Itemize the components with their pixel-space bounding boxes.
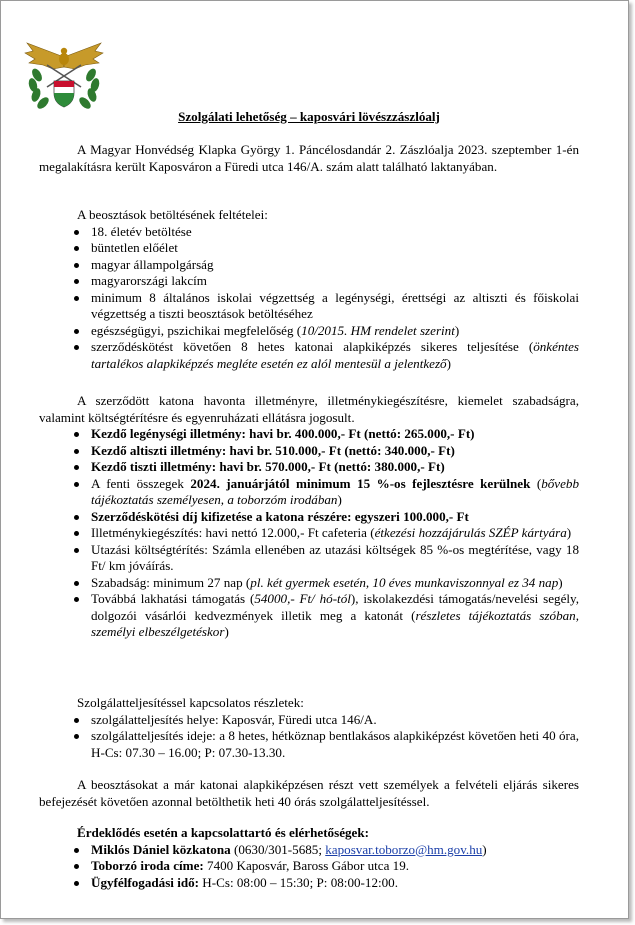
benefits-intro: A szerződött katona havonta illetményre, illetménykiegészítésre, kiemelet szabadságra, valamint költségtérítésre és egyenruházati ellátásra jogosult. <box>39 393 579 425</box>
list-item: Szerződéskötési díj kifizetése a katona részére: egyszeri 100.000,- Ft <box>39 509 579 526</box>
list-item: szerződéskötést követően 8 hetes katonai alapkiképzés sikeres teljesítése (önkéntes tartalékos alapkiképzés megléte esetén ez alól mentesül a jelentkező) <box>39 339 579 372</box>
list-item: Ügyfélfogadási idő: H-Cs: 08:00 – 15:30; P: 08:00-12:00. <box>39 875 579 892</box>
list-item: szolgálatteljesítés ideje: a 8 hetes, hétköznap bentlakásos alapkiképzést követően heti 40 óra, H-Cs: 07.30 – 16.00; P: 07.30-13.30. <box>39 728 579 761</box>
list-item: Illetménykiegészítés: havi nettó 12.000,- Ft cafeteria (étkezési hozzájárulás SZÉP kártyára) <box>39 525 579 542</box>
service-list <box>39 712 579 762</box>
email-link[interactable]: kaposvar.toborzo@hm.gov.hu <box>325 841 483 857</box>
list-item: minimum 8 általános iskolai végzettség a legénységi, érettségi az altiszti és főiskolai végzettség a tiszti beosztások betöltéséhez <box>39 290 579 323</box>
benefits-section <box>39 393 579 641</box>
closing-paragraph <box>39 777 579 810</box>
page-title: Szolgálati lehetőség – kaposvári lövészzászlóalj <box>178 109 440 124</box>
list-item: büntetlen előélet <box>39 240 579 257</box>
list-item: egészségügyi, pszichikai megfelelőség (10/2015. HM rendelet szerint) <box>39 323 579 340</box>
closing-text: A beosztásokat a már katonai alapkiképzésen részt vett személyek a felvételi eljárás sikeres befejezését követően azonnal betölthetik heti 40 órás szolgálatteljesítéssel. <box>39 777 579 809</box>
list-item: Kezdő altiszti illetmény: havi br. 510.000,- Ft (nettó: 340.000,- Ft) <box>39 443 579 460</box>
requirements-list <box>39 224 579 373</box>
list-item: Szabadság: minimum 27 nap (pl. két gyermek esetén, 10 éves munkaviszonnyal ez 34 nap) <box>39 575 579 592</box>
list-item: Kezdő tiszti illetmény: havi br. 570.000,- Ft (nettó: 380.000,- Ft) <box>39 459 579 476</box>
list-item: magyar állampolgárság <box>39 257 579 274</box>
list-item: magyarországi lakcím <box>39 273 579 290</box>
intro-text: A Magyar Honvédség Klapka György 1. Páncélosdandár 2. Zászlóalja 2023. szeptember 1-én megalakításra került Kaposváron a Füredi utca 146/A. szám alatt található laktanyában. <box>39 142 579 174</box>
list-item: A fenti összegek 2024. januárjától minimum 15 %-os fejlesztésre kerülnek (bővebb tájékoztatás személyesen, a toborzóm irodában) <box>39 476 579 509</box>
requirements-section <box>39 207 579 372</box>
intro-paragraph <box>39 142 579 175</box>
contact-person: Miklós Dániel közkatona <box>91 841 231 857</box>
contact-heading: Érdeklődés esetén a kapcsolattartó és elérhetőségek: <box>77 825 370 840</box>
service-section <box>39 695 579 761</box>
benefits-list <box>39 426 579 641</box>
contact-list <box>39 842 579 892</box>
contact-section <box>39 825 579 891</box>
list-item: Utazási költségtérítés: Számla ellenében az utazási költségek 85 %-os megtérítése, vagy 18 Ft/ km jóváírás. <box>39 542 579 575</box>
list-item: 18. életév betöltése <box>39 224 579 241</box>
service-heading: Szolgálatteljesítéssel kapcsolatos részletek: <box>77 695 304 710</box>
list-item: Toborzó iroda címe: 7400 Kaposvár, Baross Gábor utca 19. <box>39 858 579 875</box>
list-item: szolgálatteljesítés helye: Kaposvár, Füredi utca 146/A. <box>39 712 579 729</box>
list-item: Kezdő legénységi illetmény: havi br. 400.000,- Ft (nettó: 265.000,- Ft) <box>39 426 579 443</box>
list-item: Továbbá lakhatási támogatás (54000,- Ft/ hó-tól), iskolakezdési támogatás/nevelési segély, dolgozói vásárlói kedvezmények illetik meg a katonát (részletes tájékoztatás szóban, személyi elbeszélgetéskor) <box>39 591 579 641</box>
requirements-heading: A beosztások betöltésének feltételei: <box>77 207 268 222</box>
military-emblem-logo <box>23 35 105 111</box>
list-item: Miklós Dániel közkatona (0630/301-5685; kaposvar.toborzo@hm.gov.hu) <box>39 842 579 859</box>
